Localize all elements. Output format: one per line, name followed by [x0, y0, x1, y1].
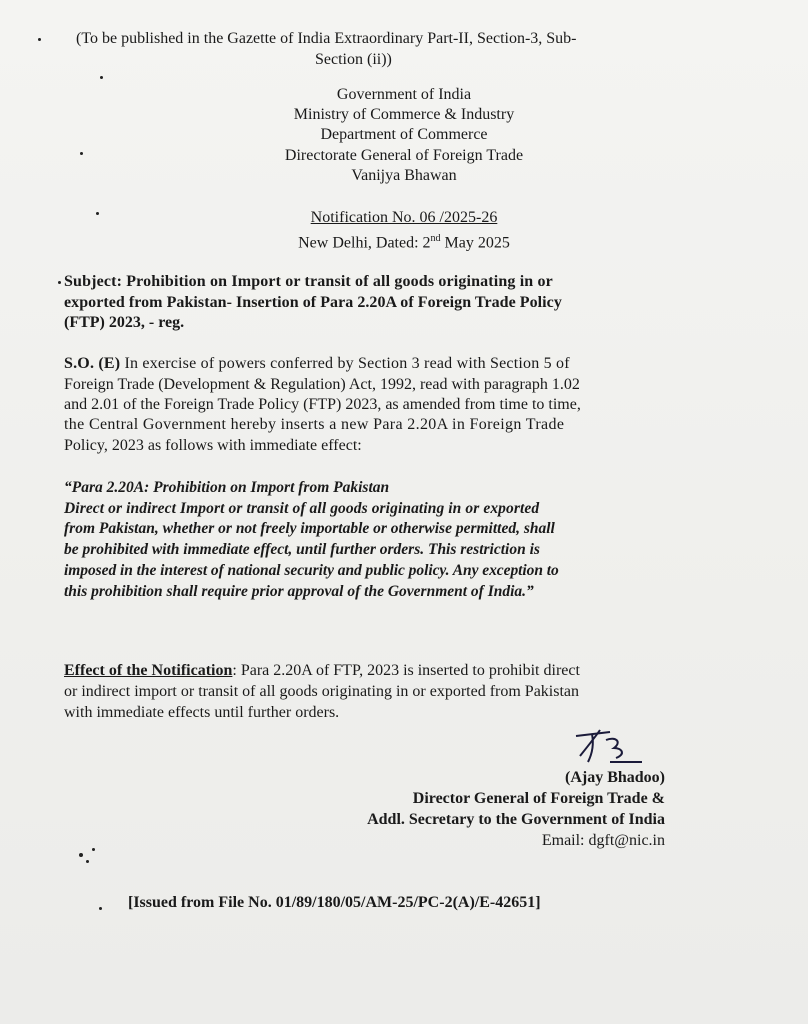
subject-text: Prohibition on Import or transit of all goods originating in or: [122, 273, 553, 290]
gazette-line-1: (To be published in the Gazette of India Extraordinary Part-II, Section-3, Sub-: [76, 30, 577, 47]
office-ministry: Ministry of Commerce & Industry: [293, 106, 515, 123]
scan-speck: [58, 281, 61, 284]
order-text: In exercise of powers conferred by Section 3 read with Section 5 of: [120, 355, 570, 372]
signatory-title-2: Addl. Secretary to the Government of India: [367, 811, 665, 828]
para-line-4: imposed in the interest of national security and public policy. Any exception to: [64, 562, 559, 579]
notification-date-suffix: May 2025: [440, 234, 510, 252]
order-line-1: [64, 354, 570, 374]
para-line-2: from Pakistan, whether or not freely importable or otherwise permitted, shall: [64, 520, 555, 537]
scan-speck: [99, 907, 102, 910]
order-line-2: Foreign Trade (Development & Regulation) Act, 1992, read with paragraph 1.02: [64, 376, 580, 393]
office-department: Department of Commerce: [320, 126, 488, 143]
order-line-5: Policy, 2023 as follows with immediate effect:: [64, 437, 362, 454]
office-directorate: Directorate General of Foreign Trade: [284, 147, 524, 164]
issued-from-file: [Issued from File No. 01/89/180/05/AM-25/PC-2(A)/E-42651]: [128, 894, 541, 911]
subject-line-1: [64, 272, 553, 292]
order-label: S.O. (E): [64, 355, 121, 372]
signatory-title-1: Director General of Foreign Trade &: [412, 790, 665, 807]
signatory-name: (Ajay Bhadoo): [564, 769, 665, 786]
subject-label: Subject:: [64, 273, 123, 290]
office-building: Vanijya Bhawan: [351, 167, 457, 184]
effect-label: Effect of the Notification: [64, 662, 233, 679]
scan-speck: [86, 860, 89, 863]
order-line-3: and 2.01 of the Foreign Trade Policy (FTP) 2023, as amended from time to time,: [64, 396, 581, 413]
office-government: Government of India: [336, 86, 472, 103]
signatory-email: Email: dgft@nic.in: [541, 832, 665, 849]
order-line-4: the Central Government hereby inserts a new Para 2.20A in Foreign Trade: [64, 416, 565, 433]
para-line-3: be prohibited with immediate effect, until further orders. This restriction is: [64, 541, 540, 558]
notification-date-suffix-ordinal: nd: [430, 233, 441, 244]
para-line-5: this prohibition shall require prior approval of the Government of India.”: [64, 583, 534, 600]
subject-line-2: exported from Pakistan- Insertion of Para 2.20A of Foreign Trade Policy: [64, 294, 562, 311]
effect-line-2: or indirect import or transit of all goods originating in or exported from Pakistan: [64, 683, 580, 700]
scan-speck: [38, 38, 41, 41]
effect-line-1: [64, 661, 580, 681]
effect-line-3: with immediate effects until further orders.: [64, 704, 340, 721]
notification-date: [0, 229, 808, 253]
notification-date-prefix: New Delhi, Dated: 2: [298, 234, 431, 252]
notification-number: Notification No. 06 /2025-26: [310, 209, 498, 226]
para-title: “Para 2.20A: Prohibition on Import from Pakistan: [64, 479, 390, 496]
gazette-line-2: Section (ii)): [315, 51, 392, 68]
scan-speck: [92, 848, 95, 851]
subject-line-3: (FTP) 2023, - reg.: [64, 314, 185, 331]
para-line-1: Direct or indirect Import or transit of all goods originating in or exported: [64, 500, 540, 517]
scan-speck: [79, 853, 83, 857]
scan-speck: [100, 76, 103, 79]
handwritten-signature: [570, 726, 650, 772]
effect-text: : Para 2.20A of FTP, 2023 is inserted to prohibit direct: [232, 662, 580, 679]
